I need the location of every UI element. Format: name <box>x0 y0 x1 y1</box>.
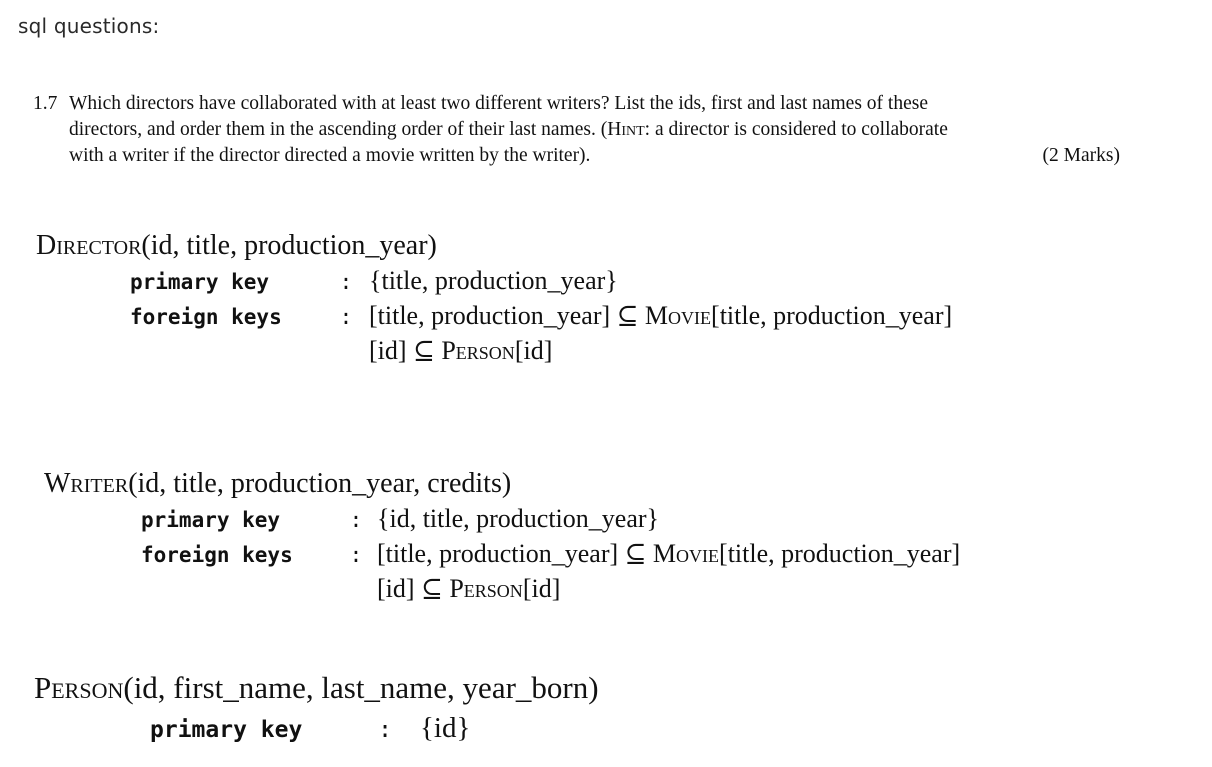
fk-right: [title, production_year] <box>711 301 953 330</box>
fk-right: [id] <box>522 574 561 603</box>
question-line-3 <box>33 143 1120 169</box>
primary-key-label: primary key <box>130 270 270 294</box>
foreign-key-1 <box>365 299 952 332</box>
question-text-1: Which directors have collaborated with at least two different writers? List the ids, first and last names of these <box>69 93 928 114</box>
question-line-2 <box>33 117 1128 143</box>
primary-key-label: primary key <box>150 717 303 743</box>
relation-attributes: (id, title, production_year) <box>141 230 437 261</box>
primary-key-value: {title, production_year} <box>369 266 618 295</box>
colon: : <box>349 543 363 567</box>
question-block <box>33 91 1128 169</box>
fk-left: [title, production_year] ⊆ <box>369 301 645 330</box>
foreign-keys-label: foreign keys <box>141 543 293 567</box>
fk-target-relation: Movie <box>652 539 720 568</box>
fk-target-relation: Person <box>449 574 523 603</box>
relation-writer <box>44 466 960 607</box>
question-text-3: with a writer if the director directed a movie written by the writer). <box>69 145 591 166</box>
relation-person <box>34 668 599 750</box>
fk-target-relation: Person <box>441 336 515 365</box>
primary-key-row <box>44 502 960 537</box>
question-line-1 <box>33 91 1128 117</box>
relation-writer-title <box>44 466 960 502</box>
relation-attributes: (id, title, production_year, credits) <box>128 468 512 499</box>
primary-key-value: {id} <box>420 712 471 744</box>
fk-right: [title, production_year] <box>719 539 961 568</box>
colon: : <box>349 508 363 532</box>
colon: : <box>339 270 353 294</box>
fk-left: [id] ⊆ <box>369 336 442 365</box>
relation-name: Director <box>36 230 142 261</box>
foreign-key-2 <box>369 572 560 606</box>
foreign-keys-row-2 <box>36 334 952 369</box>
primary-key-row <box>36 264 952 299</box>
primary-key-row <box>34 708 599 750</box>
primary-key-label: primary key <box>141 508 281 532</box>
fk-target-relation: Movie <box>644 301 712 330</box>
foreign-keys-label: foreign keys <box>130 305 282 329</box>
question-marks: (2 Marks) <box>1042 145 1120 166</box>
foreign-key-2 <box>365 334 552 367</box>
foreign-keys-row-2 <box>44 572 960 607</box>
question-text-2a: directors, and order them in the ascending order of their last names. ( <box>69 119 608 140</box>
fk-right: [id] <box>514 336 553 365</box>
question-text-2b: : a director is considered to collaborate <box>644 119 948 140</box>
question-number: 1.7 <box>33 93 58 114</box>
foreign-keys-row <box>44 537 960 572</box>
relation-director <box>36 228 952 369</box>
colon: : <box>339 305 353 329</box>
colon: : <box>378 717 392 743</box>
relation-name: Writer <box>44 468 129 499</box>
foreign-key-1 <box>369 537 960 571</box>
fk-left: [id] ⊆ <box>377 574 450 603</box>
fk-left: [title, production_year] ⊆ <box>377 539 653 568</box>
page-header: sql questions: <box>18 14 160 38</box>
relation-director-title <box>36 228 952 264</box>
question-hint-label: Hint <box>607 119 645 140</box>
relation-attributes: (id, first_name, last_name, year_born) <box>123 670 599 705</box>
relation-name: Person <box>34 670 124 705</box>
primary-key-value: {id, title, production_year} <box>377 504 660 533</box>
relation-person-title <box>34 668 599 708</box>
foreign-keys-row <box>36 299 952 334</box>
